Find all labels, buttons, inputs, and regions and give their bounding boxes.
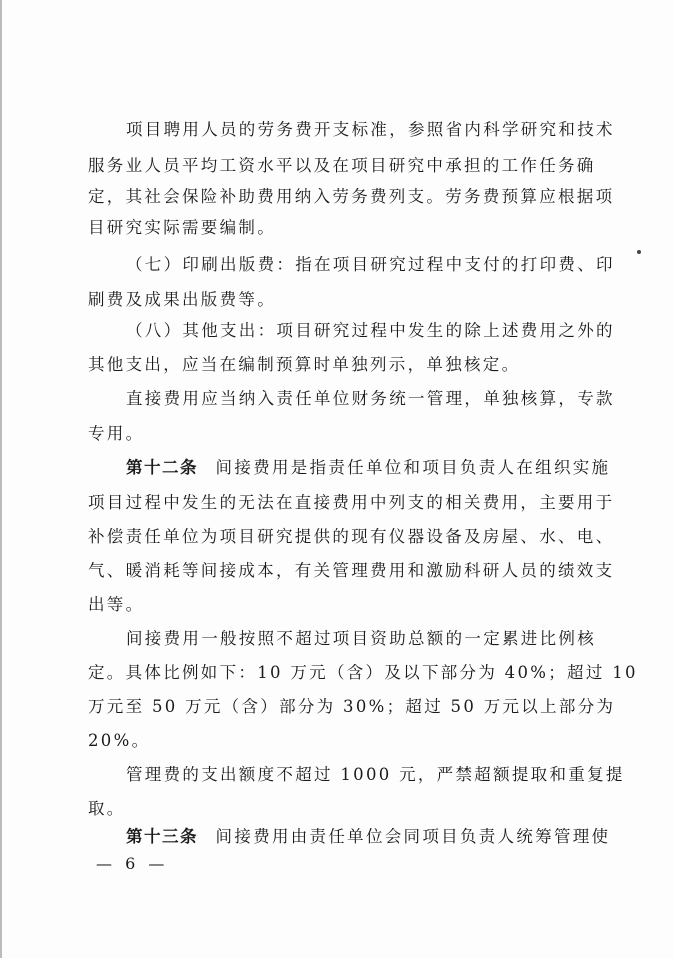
text-line: 专用。: [88, 424, 145, 443]
text-line: 项目聘用人员的劳务费开支标准，参照省内科学研究和技术: [126, 120, 615, 139]
text-line: 取。: [88, 799, 126, 818]
article-12-label: 第十二条: [126, 458, 198, 477]
scan-edge: [0, 0, 2, 958]
text-line: 刷费及成果出版费等。: [88, 290, 276, 309]
text-line: 定，其社会保险补助费用纳入劳务费列支。劳务费预算应根据项: [88, 187, 615, 206]
text-line: 出等。: [88, 595, 145, 614]
text-line: （七）印刷出版费：指在项目研究过程中支付的打印费、印: [126, 255, 615, 274]
article-12-line: [126, 458, 611, 478]
article-13-line: [126, 827, 611, 847]
text-line: 补偿责任单位为项目研究提供的现有仪器设备及房屋、水、电、: [88, 527, 615, 546]
article-13-text: 间接费用由责任单位会同项目负责人统筹管理使: [215, 827, 611, 846]
text-line: 气、暖消耗等间接成本，有关管理费用和激励科研人员的绩效支: [88, 561, 615, 580]
text-line: 其他支出，应当在编制预算时单独列示，单独核定。: [88, 355, 521, 374]
text-line: （八）其他支出：项目研究过程中发生的除上述费用之外的: [126, 321, 615, 340]
text-line: 20%。: [88, 731, 151, 750]
page-number: — 6 —: [96, 854, 169, 873]
text-line: 直接费用应当纳入责任单位财务统一管理，单独核算，专款: [126, 389, 615, 408]
text-line: 定。具体比例如下：10 万元（含）及以下部分为 40%；超过 10: [88, 663, 638, 682]
text-line: 服务业人员平均工资水平以及在项目研究中承担的工作任务确: [88, 156, 596, 175]
text-line: 目研究实际需要编制。: [88, 218, 276, 237]
text-line: 项目过程中发生的无法在直接费用中列支的相关费用，主要用于: [88, 493, 615, 512]
text-line: 管理费的支出额度不超过 1000 元，严禁超额提取和重复提: [126, 765, 625, 784]
article-12-text: 间接费用是指责任单位和项目负责人在组织实施: [215, 458, 611, 477]
article-13-label: 第十三条: [126, 827, 198, 846]
scan-speck: [637, 250, 641, 254]
text-line: 间接费用一般按照不超过项目资助总额的一定累进比例核: [126, 629, 596, 648]
text-line: 万元至 50 万元（含）部分为 30%；超过 50 万元以上部分为: [88, 697, 616, 716]
